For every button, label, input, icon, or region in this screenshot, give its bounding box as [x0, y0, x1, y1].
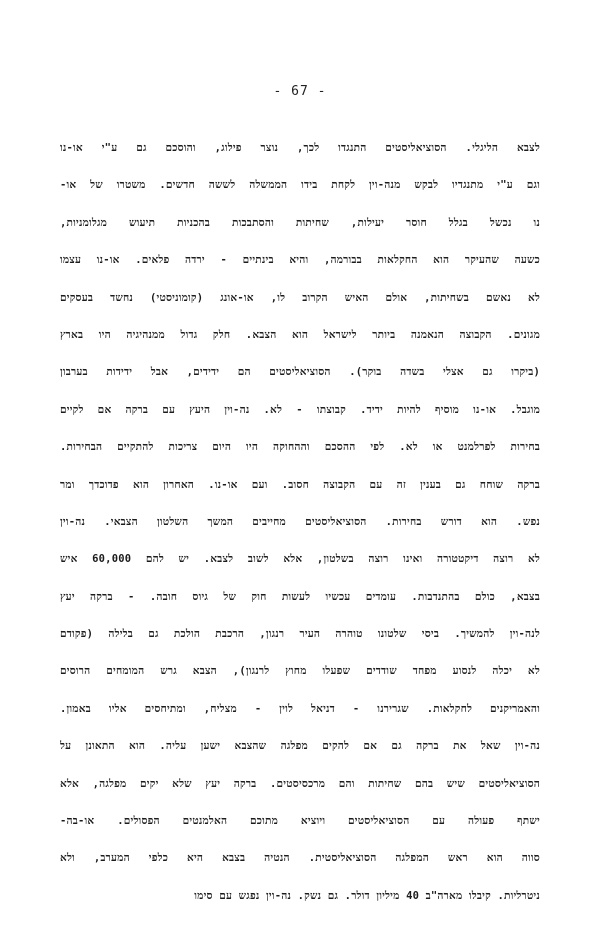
- text-line: סווה הוא ראש המפלגה הסוציאליסטית. הנטיה בצבא היא כלפי המערב, ולא: [60, 852, 540, 865]
- text-line: (ביקרו גם אצלי בשדה בוקר). הסוציאליסטים הם ידידים, אבל ידידות בערבון: [60, 366, 540, 379]
- text-line: וגם ע"י מתנגדיו לבקש מנה-וין לקחת בידו הממשלה לששה חדשים. משטרו של או-: [60, 179, 540, 192]
- text-line: נפש. הוא דורש בחירות. הסוציאליסטים מחייבים המשך השלטון הצבאי. נה-וין: [60, 515, 540, 528]
- text-line: נה-וין שאל את ברקה גם אם להקים מפלגה שהצבא ישען עליה. הוא התאונן על: [60, 740, 540, 753]
- text-line: ניטרליות. קיבלו מארה"ב 40 מיליון דולר. גם נשק. נה-וין נפגש עם סימו: [194, 889, 540, 902]
- text-line: לנה-וין להמשיך. ביסי שלטונו טוהרה העיר רנגון, הרכבת הולכת גם בלילה (פקודם: [60, 628, 540, 641]
- text-line: בצבא, כולם בהתנדבות. עומדים עכשיו לעשות חוק של גיוס חובה. - ברקה יעץ: [60, 590, 540, 603]
- text-line: ברקה שוחח גם בענין זה עם הקבוצה חסוב. ועם או-נו. האחרון הוא פדוכדך ומר: [60, 478, 540, 491]
- page-number: - 67 -: [273, 84, 327, 99]
- text-line: נו נכשל בגלל חוסר יעילות, שחיתות והסתבכות בהכניות תיעוש מגלומניות,: [60, 216, 540, 229]
- text-line: לא נאשם בשחיתות, אולם האיש הקרוב לו, או-אונג (קומוניסטי) נחשד בעסקים: [60, 291, 540, 304]
- text-line: בחירות לפרלמנט או לא. לפי ההסכם וההחוקה היו היום צריכות להתקיים הבחירות.: [60, 441, 540, 454]
- text-line: והאמריקנים לחקלאות. שגרירנו - דניאל לוין - מצליח, ומתיחסים אליו באמון.: [60, 702, 540, 715]
- text-line: לצבא הליגלי. הסוציאליסטים התנגדו לכך, נוצר פילוג, והוסכם גם ע"י או-נו: [60, 142, 540, 154]
- body-text: [60, 138, 540, 923]
- text-line: הסוציאליסטים שיש בהם שחיתות והם מרכסיסטים. ברקה יעץ שלא יקים מפלגה, אלא: [60, 777, 540, 790]
- text-line: מגונים. הקבוצה הנאמנה ביותר לישראל הוא הצבא. חלק גדול ממנהיגיה היו בארץ: [60, 328, 540, 341]
- text-line: ישתף פעולה עם הסוציאליסטים ויוציא מתוכם האלמנטים הפסולים. או-בה-: [60, 815, 540, 828]
- text-line: מוגבל. או-נו מוסיף להיות ידיד. קבוצתו - לא. נה-וין היעץ עם ברקה אם לקיים: [60, 403, 540, 416]
- text-line: לא רוצה דיקטטורה ואינו רוצה בשלטון, אלא לשוב לצבא. יש להם 60,000 איש: [60, 553, 540, 566]
- text-line: לא יכלה לנסוע מפחד שודדים שפעלו מחוץ לרנגון), הצבא גרש המומחים הרוסים: [60, 665, 540, 678]
- text-line: כשעה שהעיקר הוא החקלאות בבורמה, והיא בינתיים - ירדה פלאים. או-נו עצמו: [60, 254, 540, 267]
